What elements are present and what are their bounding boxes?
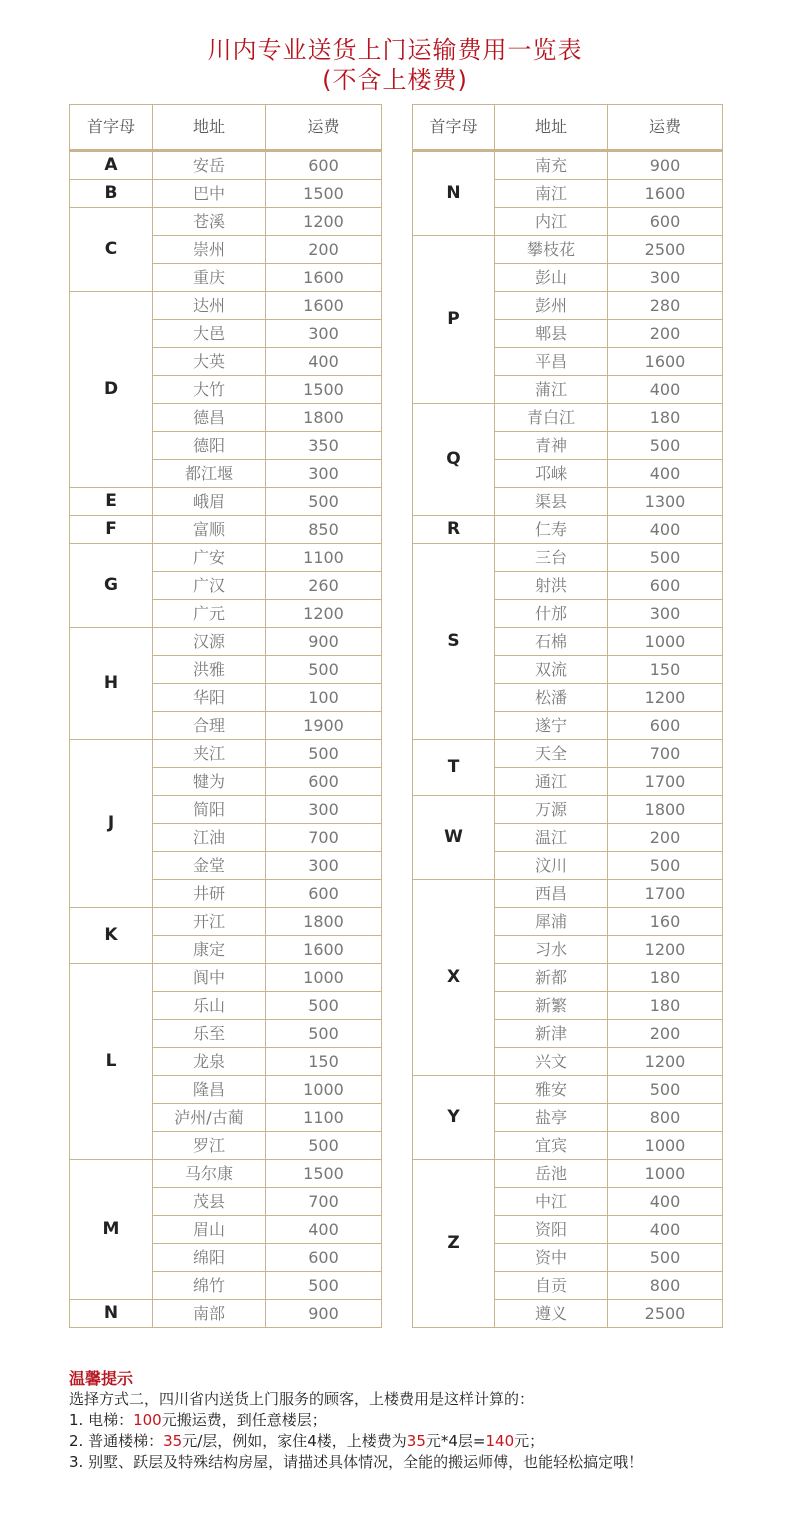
address-cell: 汉源 — [153, 628, 266, 656]
table-row — [413, 544, 723, 572]
fee-cell: 600 — [266, 1244, 382, 1272]
fee-cell: 600 — [608, 572, 723, 600]
fee-cell: 200 — [608, 320, 723, 348]
address-cell: 自贡 — [495, 1272, 608, 1300]
fee-cell: 1700 — [608, 880, 723, 908]
letter-cell: W — [413, 796, 495, 880]
letter-cell: Y — [413, 1076, 495, 1160]
letter-cell: Q — [413, 404, 495, 516]
address-cell: 青白江 — [495, 404, 608, 432]
fee-cell: 1200 — [266, 208, 382, 236]
table-row — [413, 236, 723, 264]
fee-cell: 1200 — [608, 684, 723, 712]
address-cell: 邛崃 — [495, 460, 608, 488]
address-cell: 南部 — [153, 1300, 266, 1328]
fee-cell: 600 — [608, 208, 723, 236]
tips-section — [69, 1368, 769, 1473]
address-cell: 隆昌 — [153, 1076, 266, 1104]
table-row — [70, 628, 382, 656]
table-header-row — [413, 105, 723, 151]
fee-cell: 160 — [608, 908, 723, 936]
table-row — [413, 880, 723, 908]
fee-cell: 280 — [608, 292, 723, 320]
letter-cell: F — [70, 516, 153, 544]
fee-cell: 180 — [608, 404, 723, 432]
address-cell: 新都 — [495, 964, 608, 992]
address-cell: 平昌 — [495, 348, 608, 376]
address-cell: 井研 — [153, 880, 266, 908]
letter-cell: K — [70, 908, 153, 964]
fee-cell: 900 — [266, 628, 382, 656]
tips-intro: 选择方式二，四川省内送货上门服务的顾客，上楼费用是这样计算的： — [69, 1390, 535, 1408]
address-cell: 资阳 — [495, 1216, 608, 1244]
fee-cell: 500 — [266, 1132, 382, 1160]
address-cell: 南江 — [495, 180, 608, 208]
table-row — [70, 488, 382, 516]
letter-cell: P — [413, 236, 495, 404]
table-row — [70, 1160, 382, 1188]
address-cell: 马尔康 — [153, 1160, 266, 1188]
fee-cell: 1000 — [266, 964, 382, 992]
table-row — [413, 1076, 723, 1104]
fee-cell: 1100 — [266, 1104, 382, 1132]
fee-cell: 1200 — [266, 600, 382, 628]
fee-cell: 400 — [266, 348, 382, 376]
fee-cell: 500 — [266, 488, 382, 516]
header-address: 地址 — [495, 105, 608, 151]
fee-cell: 180 — [608, 964, 723, 992]
address-cell: 三台 — [495, 544, 608, 572]
letter-cell: M — [70, 1160, 153, 1300]
address-cell: 安岳 — [153, 151, 266, 180]
address-cell: 射洪 — [495, 572, 608, 600]
address-cell: 汶川 — [495, 852, 608, 880]
address-cell: 苍溪 — [153, 208, 266, 236]
fee-cell: 200 — [266, 236, 382, 264]
address-cell: 大邑 — [153, 320, 266, 348]
address-cell: 简阳 — [153, 796, 266, 824]
address-cell: 华阳 — [153, 684, 266, 712]
header-address: 地址 — [153, 105, 266, 151]
address-cell: 彭州 — [495, 292, 608, 320]
fee-cell: 900 — [266, 1300, 382, 1328]
address-cell: 广安 — [153, 544, 266, 572]
address-cell: 洪雅 — [153, 656, 266, 684]
fee-cell: 1700 — [608, 768, 723, 796]
address-cell: 犍为 — [153, 768, 266, 796]
address-cell: 巴中 — [153, 180, 266, 208]
table-row — [70, 180, 382, 208]
fee-cell: 300 — [608, 600, 723, 628]
fee-cell: 1300 — [608, 488, 723, 516]
fee-table-left — [69, 104, 382, 1328]
address-cell: 乐山 — [153, 992, 266, 1020]
address-cell: 什邡 — [495, 600, 608, 628]
table-row — [70, 544, 382, 572]
address-cell: 绵阳 — [153, 1244, 266, 1272]
letter-cell: N — [413, 151, 495, 236]
address-cell: 阆中 — [153, 964, 266, 992]
address-cell: 内江 — [495, 208, 608, 236]
table-row — [413, 151, 723, 180]
address-cell: 仁寿 — [495, 516, 608, 544]
table-row — [413, 516, 723, 544]
address-cell: 江油 — [153, 824, 266, 852]
fee-cell: 2500 — [608, 236, 723, 264]
fee-cell: 500 — [266, 1272, 382, 1300]
fee-cell: 1000 — [608, 1160, 723, 1188]
table-row — [413, 740, 723, 768]
table-row — [70, 1300, 382, 1328]
fee-cell: 400 — [608, 1216, 723, 1244]
table-row — [70, 516, 382, 544]
fee-cell: 800 — [608, 1104, 723, 1132]
address-cell: 南充 — [495, 151, 608, 180]
fee-cell: 500 — [266, 1020, 382, 1048]
table-row — [70, 908, 382, 936]
letter-cell: C — [70, 208, 153, 292]
address-cell: 青神 — [495, 432, 608, 460]
fee-cell: 1500 — [266, 376, 382, 404]
address-cell: 金堂 — [153, 852, 266, 880]
fee-cell: 100 — [266, 684, 382, 712]
fee-cell: 800 — [608, 1272, 723, 1300]
address-cell: 兴文 — [495, 1048, 608, 1076]
address-cell: 重庆 — [153, 264, 266, 292]
address-cell: 岳池 — [495, 1160, 608, 1188]
address-cell: 宜宾 — [495, 1132, 608, 1160]
address-cell: 通江 — [495, 768, 608, 796]
address-cell: 大竹 — [153, 376, 266, 404]
table-header-row — [70, 105, 382, 151]
address-cell: 都江堰 — [153, 460, 266, 488]
header-fee: 运费 — [608, 105, 723, 151]
fee-cell: 1600 — [266, 292, 382, 320]
letter-cell: X — [413, 880, 495, 1076]
address-cell: 新繁 — [495, 992, 608, 1020]
table-row — [413, 1160, 723, 1188]
address-cell: 天全 — [495, 740, 608, 768]
tips-stairs-label: 2. 普通楼梯： — [69, 1432, 164, 1450]
tips-elevator-desc: 元搬运费，到任意楼层； — [161, 1411, 327, 1429]
address-cell: 绵竹 — [153, 1272, 266, 1300]
address-cell: 广汉 — [153, 572, 266, 600]
letter-cell: H — [70, 628, 153, 740]
fee-cell: 150 — [608, 656, 723, 684]
fee-cell: 150 — [266, 1048, 382, 1076]
fee-cell: 200 — [608, 824, 723, 852]
address-cell: 德昌 — [153, 404, 266, 432]
address-cell: 郫县 — [495, 320, 608, 348]
letter-cell: A — [70, 151, 153, 180]
fee-cell: 1000 — [608, 1132, 723, 1160]
fee-cell: 850 — [266, 516, 382, 544]
letter-cell: N — [70, 1300, 153, 1328]
table-row — [413, 796, 723, 824]
address-cell: 峨眉 — [153, 488, 266, 516]
address-cell: 雅安 — [495, 1076, 608, 1104]
fee-cell: 1600 — [266, 264, 382, 292]
address-cell: 习水 — [495, 936, 608, 964]
address-cell: 遵义 — [495, 1300, 608, 1328]
fee-cell: 400 — [608, 516, 723, 544]
address-cell: 万源 — [495, 796, 608, 824]
fee-cell: 1800 — [608, 796, 723, 824]
fee-cell: 1500 — [266, 180, 382, 208]
fee-cell: 180 — [608, 992, 723, 1020]
tips-stairs-price-2: 35 — [406, 1432, 426, 1450]
address-cell: 合理 — [153, 712, 266, 740]
fee-cell: 300 — [266, 320, 382, 348]
fee-cell: 1200 — [608, 1048, 723, 1076]
address-cell: 温江 — [495, 824, 608, 852]
address-cell: 罗江 — [153, 1132, 266, 1160]
tips-elevator — [69, 1410, 769, 1431]
fee-cell: 400 — [608, 1188, 723, 1216]
fee-cell: 1100 — [266, 544, 382, 572]
fee-cell: 200 — [608, 1020, 723, 1048]
fee-cell: 500 — [266, 992, 382, 1020]
address-cell: 夹江 — [153, 740, 266, 768]
address-cell: 西昌 — [495, 880, 608, 908]
address-cell: 新津 — [495, 1020, 608, 1048]
table-row — [70, 151, 382, 180]
fee-cell: 1600 — [266, 936, 382, 964]
fee-cell: 1000 — [266, 1076, 382, 1104]
address-cell: 攀枝花 — [495, 236, 608, 264]
tips-special: 3. 别墅、跃层及特殊结构房屋，请描述具体情况，全能的搬运师傅，也能轻松搞定哦！ — [69, 1453, 644, 1471]
address-cell: 眉山 — [153, 1216, 266, 1244]
fee-table-right — [412, 104, 723, 1328]
fee-cell: 1800 — [266, 404, 382, 432]
fee-cell: 500 — [608, 1076, 723, 1104]
table-row — [70, 208, 382, 236]
fee-cell: 400 — [608, 376, 723, 404]
letter-cell: Z — [413, 1160, 495, 1328]
address-cell: 盐亭 — [495, 1104, 608, 1132]
tips-elevator-label: 1. 电梯： — [69, 1411, 134, 1429]
address-cell: 崇州 — [153, 236, 266, 264]
address-cell: 石棉 — [495, 628, 608, 656]
letter-cell: T — [413, 740, 495, 796]
fee-cell: 700 — [266, 824, 382, 852]
address-cell: 开江 — [153, 908, 266, 936]
fee-cell: 1600 — [608, 348, 723, 376]
header-letter: 首字母 — [70, 105, 153, 151]
address-cell: 康定 — [153, 936, 266, 964]
fee-cell: 300 — [608, 264, 723, 292]
page-title: 川内专业送货上门运输费用一览表 — [207, 36, 583, 64]
fee-cell: 1900 — [266, 712, 382, 740]
page-subtitle: (不含上楼费) — [322, 66, 468, 94]
table-row — [70, 964, 382, 992]
header-letter: 首字母 — [413, 105, 495, 151]
fee-cell: 700 — [608, 740, 723, 768]
tips-stairs-desc: 元/层，例如，家住4楼，上楼费为 — [182, 1432, 407, 1450]
fee-cell: 500 — [608, 1244, 723, 1272]
fee-cell: 300 — [266, 852, 382, 880]
tips-title: 温馨提示 — [69, 1369, 134, 1388]
fee-cell: 300 — [266, 796, 382, 824]
letter-cell: D — [70, 292, 153, 488]
fee-cell: 1500 — [266, 1160, 382, 1188]
fee-cell: 500 — [608, 852, 723, 880]
tips-stairs-floors: 元*4层= — [425, 1432, 486, 1450]
fee-cell: 600 — [266, 880, 382, 908]
fee-cell: 400 — [608, 460, 723, 488]
fee-cell: 700 — [266, 1188, 382, 1216]
address-cell: 茂县 — [153, 1188, 266, 1216]
letter-cell: E — [70, 488, 153, 516]
fee-cell: 400 — [266, 1216, 382, 1244]
fee-cell: 1800 — [266, 908, 382, 936]
address-cell: 龙泉 — [153, 1048, 266, 1076]
fee-cell: 500 — [266, 656, 382, 684]
address-cell: 双流 — [495, 656, 608, 684]
letter-cell: J — [70, 740, 153, 908]
letter-cell: S — [413, 544, 495, 740]
address-cell: 泸州/古蔺 — [153, 1104, 266, 1132]
letter-cell: G — [70, 544, 153, 628]
fee-cell: 260 — [266, 572, 382, 600]
fee-cell: 2500 — [608, 1300, 723, 1328]
fee-cell: 600 — [266, 768, 382, 796]
fee-cell: 900 — [608, 151, 723, 180]
address-cell: 乐至 — [153, 1020, 266, 1048]
fee-cell: 600 — [608, 712, 723, 740]
tips-stairs — [69, 1431, 769, 1452]
fee-cell: 300 — [266, 460, 382, 488]
address-cell: 犀浦 — [495, 908, 608, 936]
address-cell: 富顺 — [153, 516, 266, 544]
letter-cell: L — [70, 964, 153, 1160]
tips-stairs-unit: 元； — [514, 1432, 545, 1450]
address-cell: 松潘 — [495, 684, 608, 712]
address-cell: 达州 — [153, 292, 266, 320]
fee-cell: 1600 — [608, 180, 723, 208]
header-fee: 运费 — [266, 105, 382, 151]
fee-cell: 600 — [266, 151, 382, 180]
address-cell: 德阳 — [153, 432, 266, 460]
table-row — [413, 404, 723, 432]
address-cell: 广元 — [153, 600, 266, 628]
address-cell: 渠县 — [495, 488, 608, 516]
address-cell: 中江 — [495, 1188, 608, 1216]
tips-elevator-price: 100 — [133, 1411, 162, 1429]
tips-stairs-price: 35 — [163, 1432, 183, 1450]
fee-cell: 500 — [608, 544, 723, 572]
address-cell: 资中 — [495, 1244, 608, 1272]
table-row — [70, 740, 382, 768]
fee-cell: 1000 — [608, 628, 723, 656]
address-cell: 彭山 — [495, 264, 608, 292]
fee-cell: 350 — [266, 432, 382, 460]
fee-cell: 500 — [266, 740, 382, 768]
fee-cell: 500 — [608, 432, 723, 460]
fee-cell: 1200 — [608, 936, 723, 964]
letter-cell: R — [413, 516, 495, 544]
address-cell: 大英 — [153, 348, 266, 376]
table-row — [70, 292, 382, 320]
tips-stairs-total: 140 — [485, 1432, 515, 1450]
address-cell: 蒲江 — [495, 376, 608, 404]
letter-cell: B — [70, 180, 153, 208]
address-cell: 遂宁 — [495, 712, 608, 740]
